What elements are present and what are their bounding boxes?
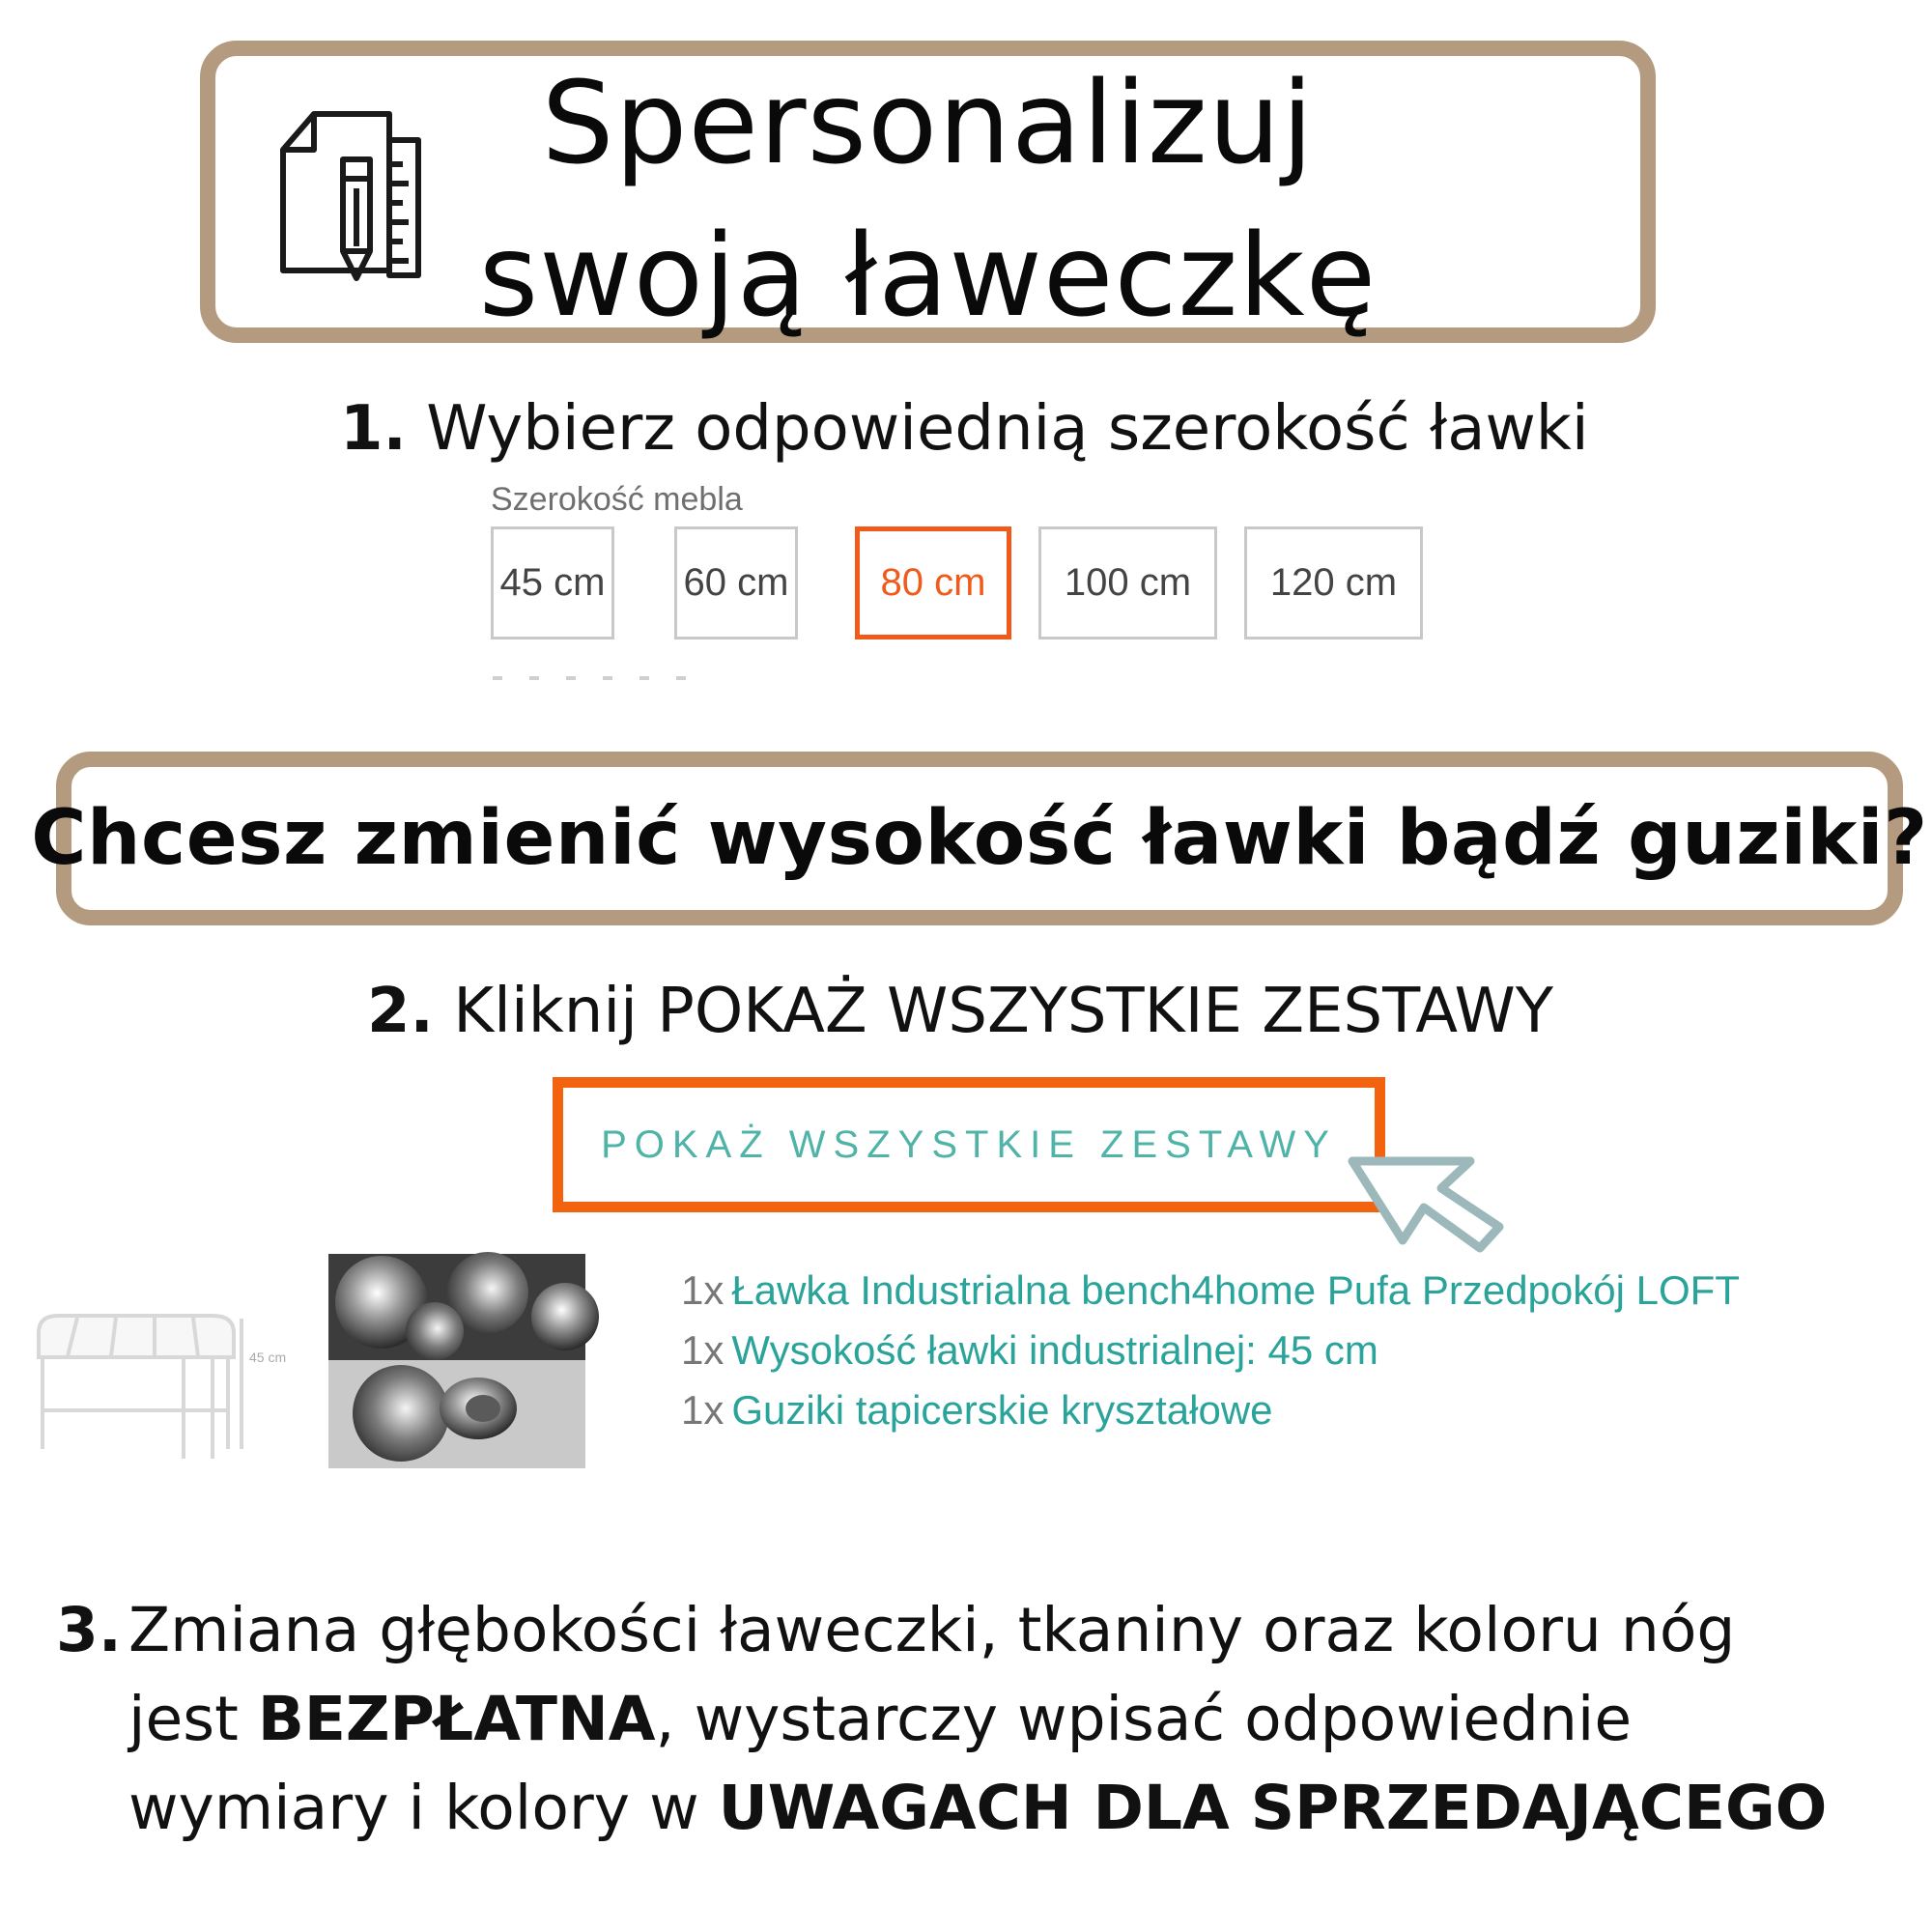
set-items-list xyxy=(681,1261,1740,1440)
set-item-buttons xyxy=(681,1380,1740,1440)
set-item-link[interactable]: Wysokość ławki industrialnej: 45 cm xyxy=(731,1327,1378,1373)
set-item-link[interactable]: Ławka Industrialna bench4home Pufa Przedpokój LOFT xyxy=(731,1267,1740,1313)
show-all-sets-label: POKAŻ WSZYSTKIE ZESTAWY xyxy=(601,1122,1337,1166)
question-banner xyxy=(31,752,1928,925)
step1-number: 1. xyxy=(340,393,407,465)
set-item-bench xyxy=(681,1261,1740,1321)
bench-dimension-label: 45 cm xyxy=(249,1350,287,1365)
set-item-qty: 1x xyxy=(681,1267,724,1313)
step2-instruction xyxy=(367,976,1553,1047)
step3-line2 xyxy=(128,1675,1632,1764)
width-selector-label: Szerokość mebla xyxy=(491,481,743,518)
cropped-text-remnant xyxy=(493,676,696,680)
crystal-buttons-image xyxy=(328,1254,585,1468)
step1-instruction xyxy=(340,393,1589,465)
arrow-cursor-icon xyxy=(1345,1148,1509,1254)
step2-text: Kliknij POKAŻ WSZYSTKIE ZESTAWY xyxy=(453,976,1553,1047)
page-title-line1: Spersonalizuj xyxy=(541,56,1315,189)
set-item-link[interactable]: Guziki tapicerskie kryształowe xyxy=(731,1387,1273,1433)
set-item-height xyxy=(681,1321,1740,1380)
step1-text: Wybierz odpowiednią szerokość ławki xyxy=(426,393,1589,465)
crystal-buttons-photo xyxy=(328,1254,585,1468)
width-option-80-selected[interactable]: 80 cm xyxy=(855,526,1011,639)
page-title-line2: swoją ławeczkę xyxy=(478,209,1378,342)
width-option-120[interactable]: 120 cm xyxy=(1244,526,1423,639)
show-all-sets-button[interactable] xyxy=(553,1077,1385,1212)
title-banner xyxy=(200,41,1656,343)
step3-line2-pre: jest xyxy=(128,1684,239,1754)
step3-line1: Zmiana głębokości ławeczki, tkaniny oraz koloru nóg xyxy=(128,1595,1736,1665)
step2-number: 2. xyxy=(367,976,434,1047)
width-option-100[interactable]: 100 cm xyxy=(1038,526,1217,639)
width-option-45[interactable]: 45 cm xyxy=(491,526,614,639)
bench-image xyxy=(29,1304,287,1463)
step3-line2-post: , wystarczy wpisać odpowiednie xyxy=(655,1684,1633,1754)
set-item-qty: 1x xyxy=(681,1327,724,1373)
width-option-60[interactable]: 60 cm xyxy=(674,526,798,639)
step3-line3 xyxy=(128,1764,1827,1853)
step3-line3-pre: wymiary i kolory w xyxy=(128,1773,699,1843)
step3-seller-notes-emphasis: UWAGACH DLA SPRZEDAJĄCEGO xyxy=(718,1773,1828,1843)
step3-number: 3. xyxy=(56,1595,122,1665)
step3-free-emphasis: BEZPŁATNA xyxy=(257,1684,656,1754)
question-text: Chcesz zmienić wysokość ławki bądź guziki? xyxy=(31,795,1928,882)
set-item-qty: 1x xyxy=(681,1387,724,1433)
